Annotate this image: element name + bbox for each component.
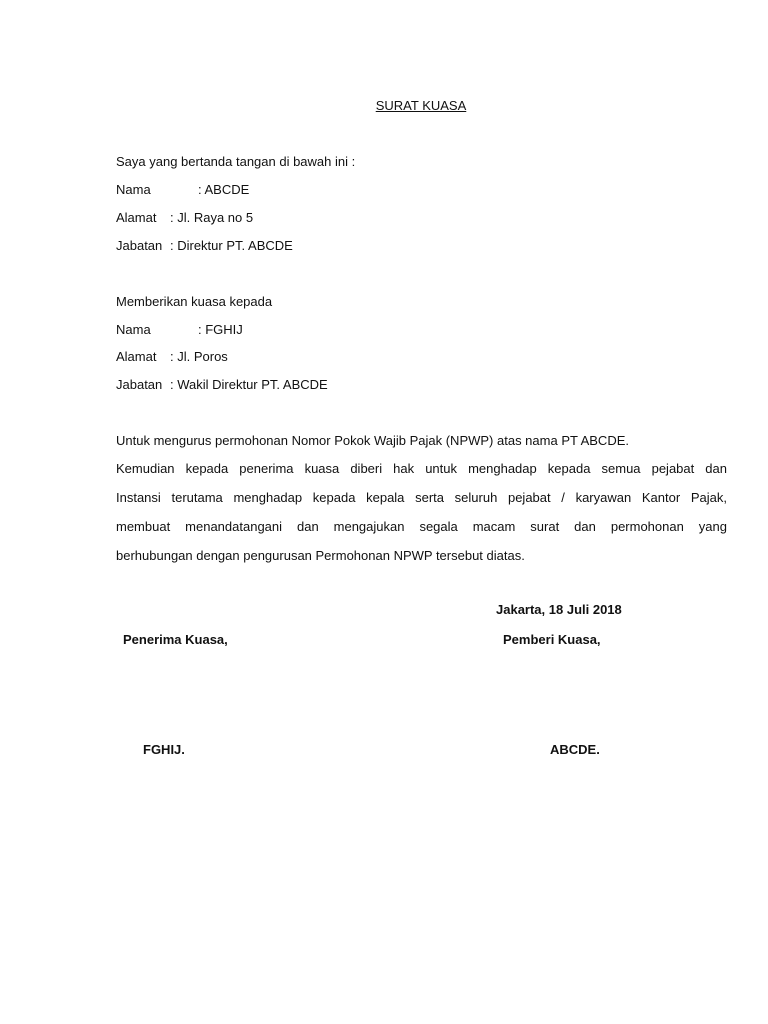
place-date: Jakarta, 18 Juli 2018 — [496, 602, 622, 617]
grantor-nama-value: : ABCDE — [198, 182, 250, 197]
giver-name: ABCDE. — [550, 742, 600, 757]
grantee-nama-label: Nama — [116, 322, 151, 337]
grantee-alamat-label: Alamat — [116, 349, 157, 364]
grantor-jabatan-value: : Direktur PT. ABCDE — [170, 238, 293, 253]
grantor-alamat-value: : Jl. Raya no 5 — [170, 210, 254, 225]
body-line: Instansi terutama menghadap kepada kepala serta seluruh pejabat / karyawan Kantor Pajak, — [116, 490, 727, 505]
grantor-nama-label: Nama — [116, 182, 151, 197]
grantor-alamat-label: Alamat — [116, 210, 157, 225]
body-line: berhubungan dengan pengurusan Permohonan NPWP tersebut diatas. — [116, 548, 525, 563]
purpose-text: Untuk mengurus permohonan Nomor Pokok Wajib Pajak (NPWP) atas nama PT ABCDE. — [116, 433, 629, 448]
recipient-name: FGHIJ. — [143, 742, 185, 757]
body-paragraph — [116, 461, 727, 564]
grant-intro-text: Memberikan kuasa kepada — [116, 294, 273, 309]
grantee-jabatan-value: : Wakil Direktur PT. ABCDE — [170, 377, 328, 392]
body-line: membuat menandatangani dan mengajukan segala macam surat dan permohonan yang — [116, 519, 727, 534]
recipient-label: Penerima Kuasa, — [123, 632, 228, 647]
giver-label: Pemberi Kuasa, — [503, 632, 601, 647]
grantor-jabatan-label: Jabatan — [116, 238, 163, 253]
grantee-nama-value: : FGHIJ — [198, 322, 243, 337]
body-line: Kemudian kepada penerima kuasa diberi hak untuk menghadap kepada semua pejabat dan — [116, 461, 727, 476]
document-title: SURAT KUASA — [375, 98, 467, 113]
grantee-alamat-value: : Jl. Poros — [170, 349, 228, 364]
intro-text: Saya yang bertanda tangan di bawah ini : — [116, 154, 356, 169]
grantee-jabatan-label: Jabatan — [116, 377, 163, 392]
